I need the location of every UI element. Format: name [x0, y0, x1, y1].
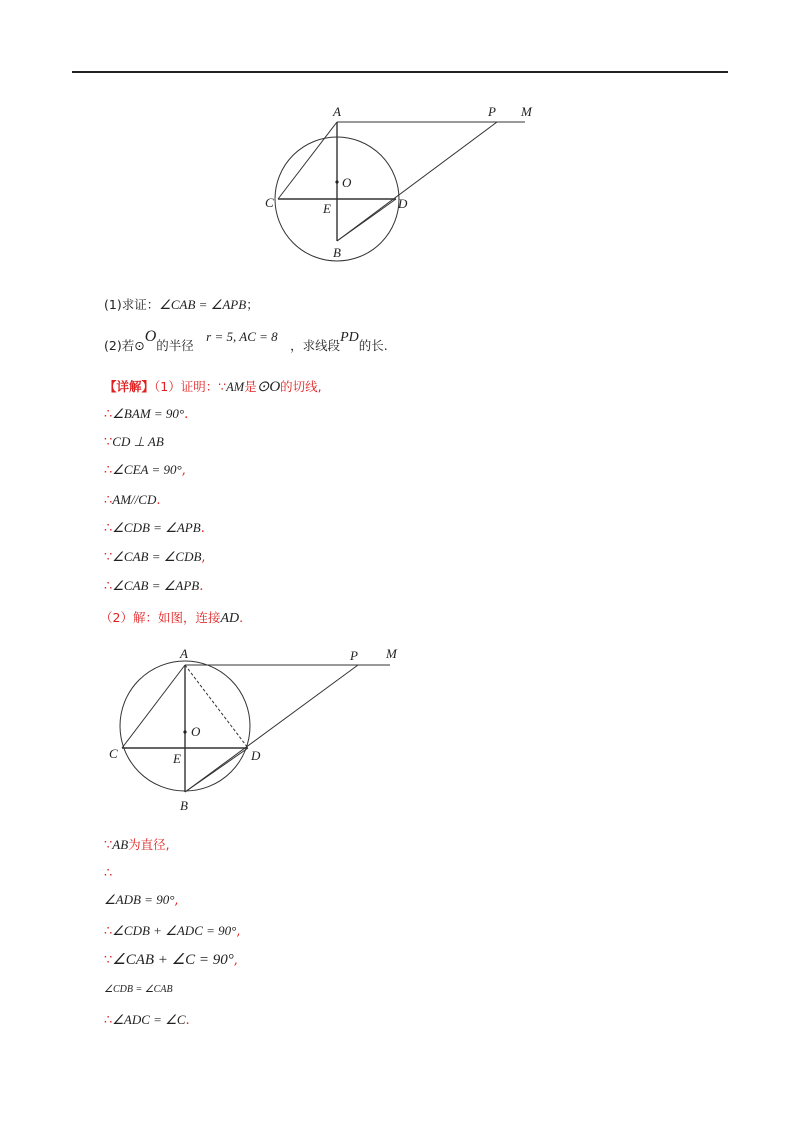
fig2-center-dot — [183, 730, 186, 733]
fig2-label-O: O — [191, 724, 201, 739]
fig2-label-E: E — [173, 751, 181, 766]
solution-step-7: ∴∠CAB = ∠APB. — [104, 578, 204, 594]
fig2-label-A: A — [180, 646, 188, 661]
fig1-label-P: P — [488, 104, 496, 119]
fig2-label-C: C — [109, 746, 118, 761]
figure-1 — [255, 95, 555, 270]
fig1-label-D: D — [398, 196, 408, 211]
fig2-label-D: D — [251, 748, 261, 763]
fig1-label-O: O — [342, 175, 352, 190]
solution-part-2: （2）解：如图，连接AD. — [100, 610, 244, 626]
header-rule — [72, 71, 728, 73]
fig1-label-A: A — [333, 104, 341, 119]
fig2-label-B: B — [180, 798, 188, 813]
solution-step-4: ∴AM//CD. — [104, 492, 161, 508]
solution2-step-5: ∵∠CAB + ∠C = 90°, — [104, 952, 238, 968]
fig2-label-M: M — [386, 646, 397, 661]
figure-2 — [100, 640, 420, 820]
solution2-step-2: ∴ — [104, 866, 113, 881]
solution2-step-7: ∴∠ADC = ∠C. — [104, 1012, 190, 1028]
solution-step-2: ∵CD ⊥ AB — [104, 434, 164, 450]
solution-step-1: ∴∠BAM = 90°. — [104, 406, 189, 422]
solution2-step-4: ∴∠CDB + ∠ADC = 90°, — [104, 923, 241, 939]
solution-step-3: ∴∠CEA = 90°, — [104, 462, 186, 478]
fig1-label-E: E — [323, 201, 331, 216]
fig1-segment-AC — [278, 122, 337, 199]
solution-heading: 【详解】（1）证明：∵AM是⊙O的切线, — [104, 379, 322, 395]
fig1-label-B: B — [333, 245, 341, 260]
solution-step-5: ∴∠CDB = ∠APB. — [104, 520, 205, 536]
fig2-label-P: P — [350, 648, 358, 663]
fig1-center-dot — [335, 180, 338, 183]
fig1-label-C: C — [265, 195, 274, 210]
fig1-segment-BP — [337, 122, 497, 241]
solution2-step-3: ∠ADB = 90°, — [104, 892, 179, 908]
solution-step-6: ∵∠CAB = ∠CDB, — [104, 549, 206, 565]
fig1-label-M: M — [521, 104, 532, 119]
fig2-segment-AC — [122, 665, 185, 748]
solution2-step-6: ∠CDB = ∠CAB — [104, 984, 173, 995]
solution2-step-1: ∵AB为直径, — [104, 837, 170, 853]
fig2-segment-BP — [185, 665, 358, 792]
question-2: (2)若⊙O的半径 r = 5, AC = 8 ，求线段PD的长. — [104, 328, 388, 353]
question-1: (1)求证：∠CAB = ∠APB； — [104, 297, 259, 312]
